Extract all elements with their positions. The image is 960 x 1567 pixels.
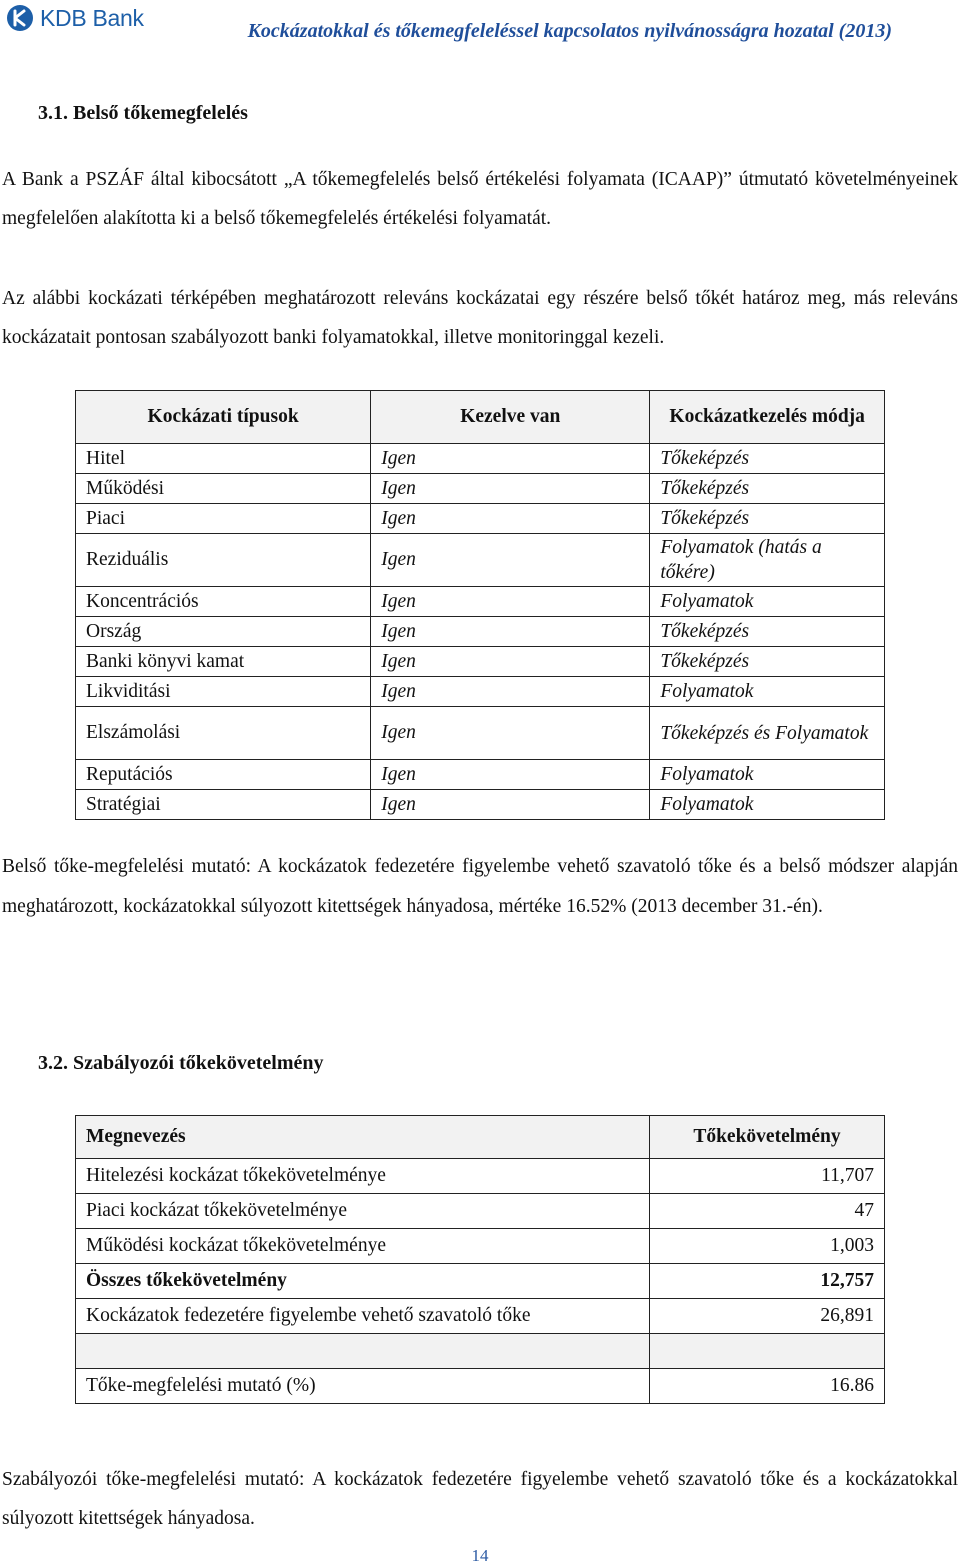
managed-cell: Igen — [371, 474, 650, 504]
risk-type-cell: Elszámolási — [76, 707, 371, 760]
item-value-cell: 47 — [650, 1194, 885, 1229]
document-header-title: Kockázatokkal és tőkemegfeleléssel kapcsolatos nyilvánosságra hozatal (2013) — [247, 20, 892, 42]
item-name-cell: Tőke-megfelelési mutató (%) — [76, 1369, 650, 1404]
risk-type-cell: Működési — [76, 474, 371, 504]
section-title-internal-capital: 3.1. Belső tőkemegfelelés — [38, 102, 248, 124]
risk-type-cell: Hitel — [76, 444, 371, 474]
table-row — [76, 587, 885, 617]
page-number: 14 — [471, 1546, 489, 1565]
managed-cell: Igen — [371, 790, 650, 820]
risk-type-cell: Likviditási — [76, 677, 371, 707]
paragraph-risk-map: Az alábbi kockázati térképében meghatározott releváns kockázatai egy részére belső tőkét határoz meg, más releváns kockázatait pontosan szabályozott banki folyamatokkal, illetve monitoringgal kezeli. — [2, 288, 958, 348]
logo-text: KDB Bank — [40, 4, 144, 31]
risk-type-cell: Stratégiai — [76, 790, 371, 820]
risk-type-cell: Piaci — [76, 504, 371, 534]
managed-cell: Igen — [371, 707, 650, 760]
risk-type-cell: Ország — [76, 617, 371, 647]
risk-type-cell: Reziduális — [76, 534, 371, 587]
column-header: Kockázati típusok — [76, 391, 371, 444]
item-value-cell: 16.86 — [650, 1369, 885, 1404]
risk-type-cell: Reputációs — [76, 760, 371, 790]
risk-map-table — [75, 390, 885, 820]
item-name-cell: Hitelezési kockázat tőkekövetelménye — [76, 1159, 650, 1194]
paragraph-internal-ratio: Belső tőke-megfelelési mutató: A kockázatok fedezetére figyelembe vehető szavatoló tőke és a belső módszer alapján meghatározott, kockázatokkal súlyozott kitettségek hányadosa, mértéke 16.52% (2013 december 31.-én). — [2, 856, 958, 917]
table-row — [76, 760, 885, 790]
item-name-cell: Működési kockázat tőkekövetelménye — [76, 1229, 650, 1264]
item-name-cell: Piaci kockázat tőkekövetelménye — [76, 1194, 650, 1229]
capital-table-header-row — [76, 1116, 885, 1159]
method-cell: Tőkeképzés — [650, 474, 885, 504]
method-cell: Tőkeképzés — [650, 444, 885, 474]
method-cell: Folyamatok — [650, 587, 885, 617]
item-name-cell: Kockázatok fedezetére figyelembe vehető szavatoló tőke — [76, 1299, 650, 1334]
column-header: Kezelve van — [371, 391, 650, 444]
item-name-cell: Összes tőkekövetelmény — [76, 1264, 650, 1299]
method-cell: Folyamatok (hatás a tőkére) — [650, 534, 885, 587]
item-value-cell: 11,707 — [650, 1159, 885, 1194]
table-row — [76, 790, 885, 820]
risk-type-cell: Banki könyvi kamat — [76, 647, 371, 677]
section-title-regulatory-capital: 3.2. Szabályozói tőkekövetelmény — [38, 1052, 324, 1074]
method-cell: Folyamatok — [650, 677, 885, 707]
method-cell: Folyamatok — [650, 790, 885, 820]
managed-cell: Igen — [371, 587, 650, 617]
table-row — [76, 647, 885, 677]
column-header: Tőkekövetelmény — [650, 1116, 885, 1159]
table-row — [76, 1299, 885, 1334]
method-cell: Tőkeképzés — [650, 647, 885, 677]
table-row — [76, 707, 885, 760]
blank-row — [76, 1334, 885, 1369]
method-cell: Folyamatok — [650, 760, 885, 790]
managed-cell: Igen — [371, 617, 650, 647]
managed-cell: Igen — [371, 760, 650, 790]
item-value-cell — [650, 1334, 885, 1369]
table-row — [76, 1229, 885, 1264]
table-row — [76, 617, 885, 647]
managed-cell: Igen — [371, 504, 650, 534]
table-row — [76, 1194, 885, 1229]
managed-cell: Igen — [371, 444, 650, 474]
table-row — [76, 444, 885, 474]
table-row — [76, 504, 885, 534]
method-cell: Tőkeképzés — [650, 504, 885, 534]
item-value-cell: 1,003 — [650, 1229, 885, 1264]
table-row — [76, 474, 885, 504]
risk-table-header-row — [76, 391, 885, 444]
managed-cell: Igen — [371, 534, 650, 587]
risk-type-cell: Koncentrációs — [76, 587, 371, 617]
method-cell: Tőkeképzés — [650, 617, 885, 647]
bank-logo — [6, 4, 144, 32]
table-row — [76, 677, 885, 707]
capital-requirement-table — [75, 1115, 885, 1404]
paragraph-regulatory-ratio: Szabályozói tőke-megfelelési mutató: A kockázatok fedezetére figyelembe vehető szavatoló tőke és a kockázatokkal súlyozott kitettségek hányadosa. — [2, 1469, 958, 1529]
table-row — [76, 534, 885, 587]
paragraph-icaap: A Bank a PSZÁF által kibocsátott „A tőkemegfelelés belső értékelési folyamata (ICAAP)” útmutató követelményeinek megfelelően alakította ki a belső tőkemegfelelés értékelési folyamatát. — [2, 169, 958, 229]
item-value-cell: 12,757 — [650, 1264, 885, 1299]
table-row — [76, 1369, 885, 1404]
table-row — [76, 1159, 885, 1194]
kdb-logo-icon — [6, 4, 34, 32]
managed-cell: Igen — [371, 677, 650, 707]
item-name-cell — [76, 1334, 650, 1369]
column-header: Kockázatkezelés módja — [650, 391, 885, 444]
item-value-cell: 26,891 — [650, 1299, 885, 1334]
managed-cell: Igen — [371, 647, 650, 677]
method-cell: Tőkeképzés és Folyamatok — [650, 707, 885, 760]
total-row — [76, 1264, 885, 1299]
column-header: Megnevezés — [76, 1116, 650, 1159]
